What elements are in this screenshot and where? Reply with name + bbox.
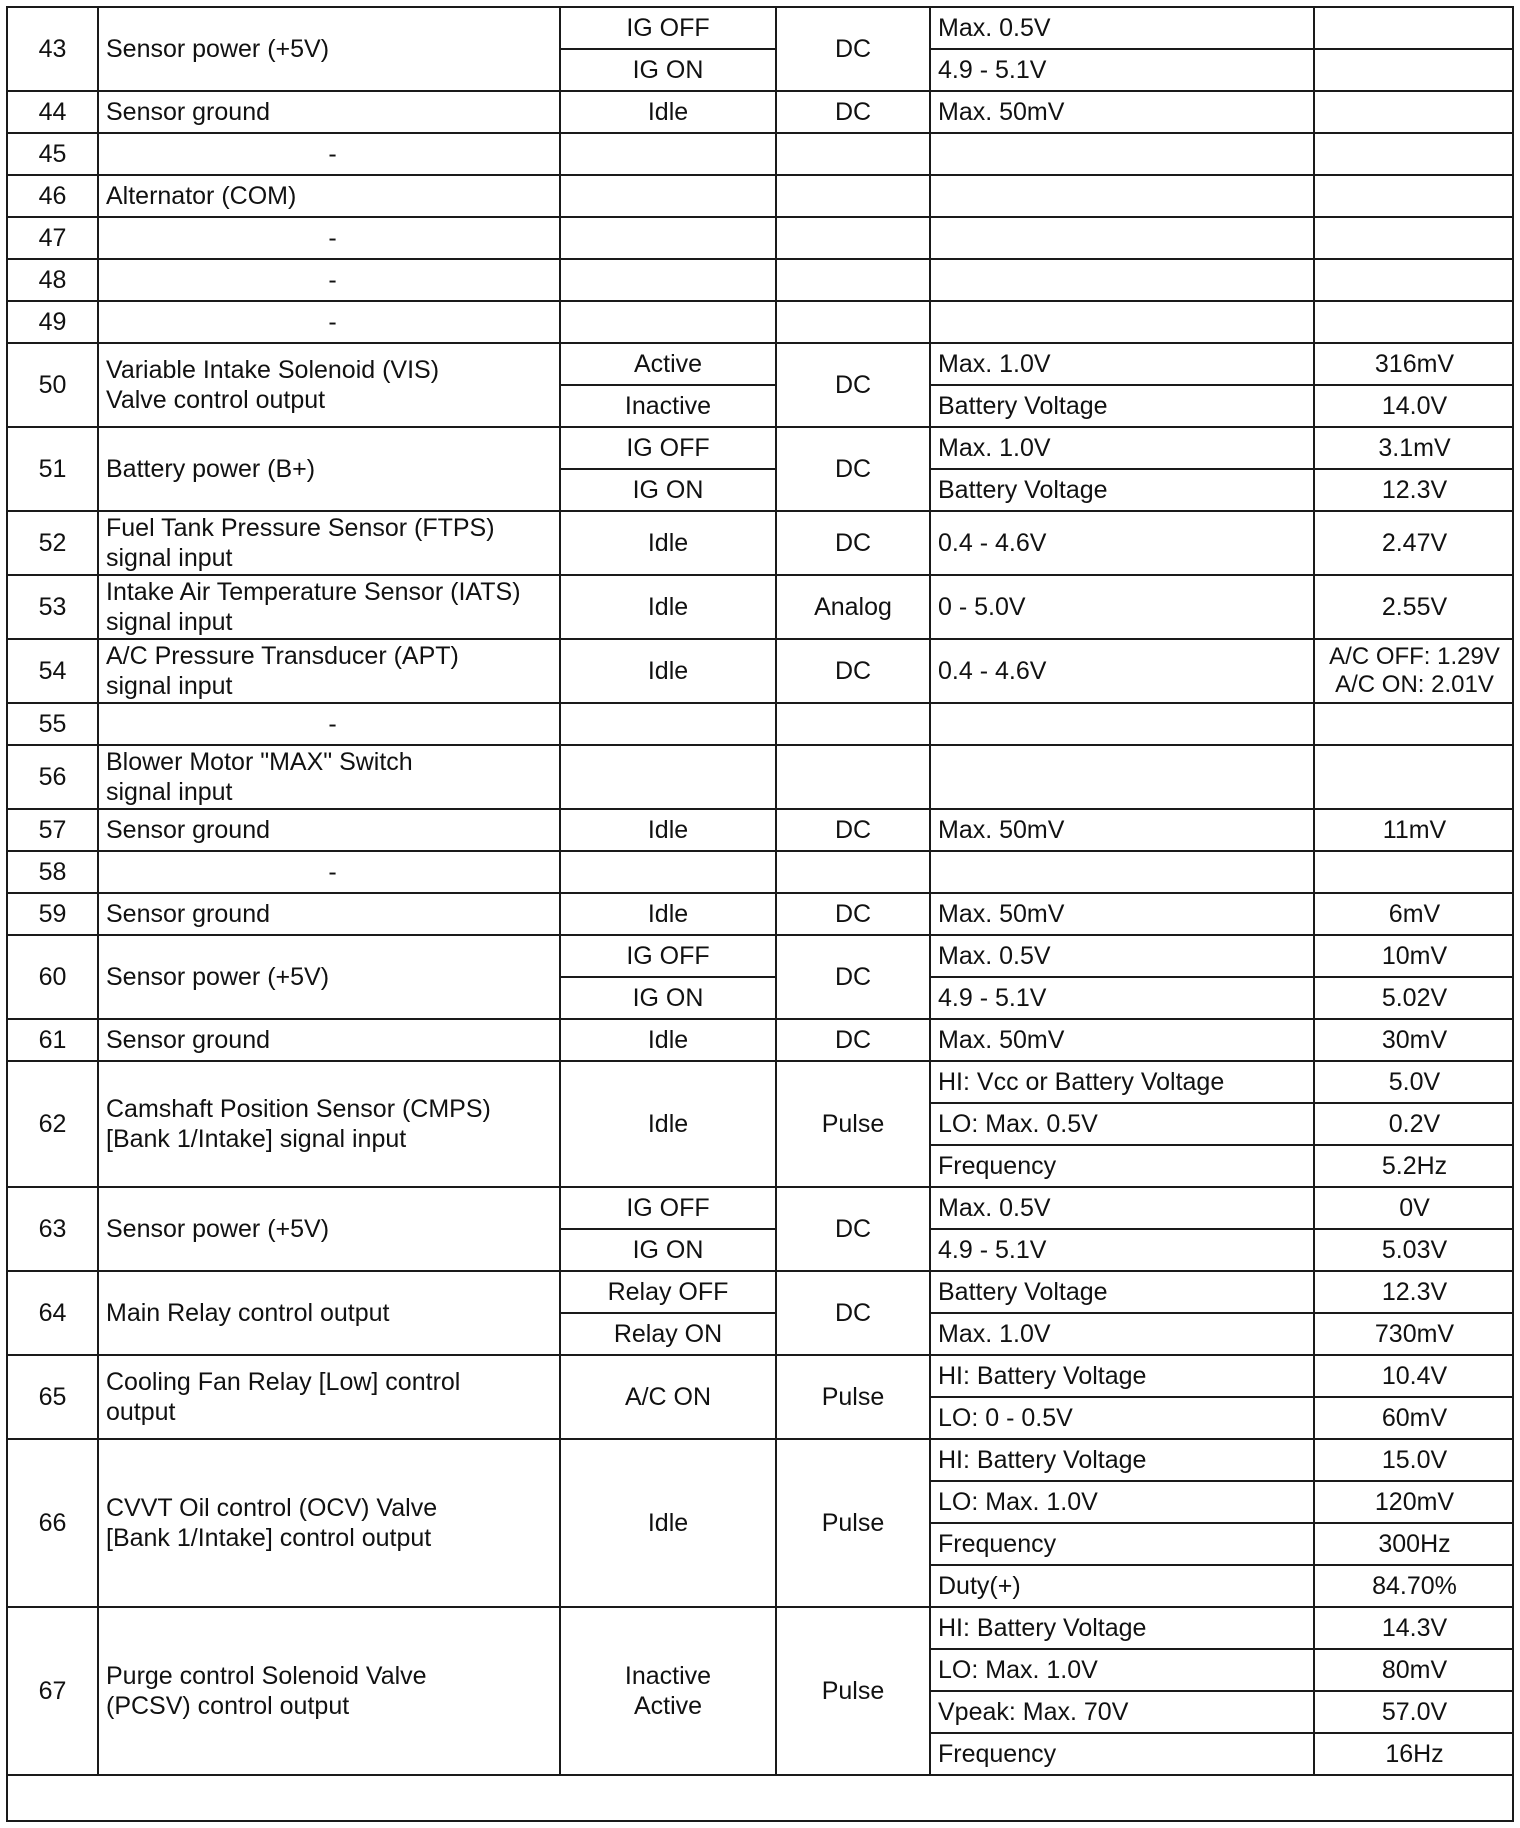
pin-measured-value xyxy=(1314,175,1514,217)
pin-number: 48 xyxy=(7,259,98,301)
pin-measured-value: 5.2Hz xyxy=(1314,1145,1514,1187)
pin-specification: Max. 0.5V xyxy=(930,935,1314,977)
pin-number: 63 xyxy=(7,1187,98,1271)
table-row xyxy=(7,133,1514,175)
pin-signal-type: Pulse xyxy=(776,1607,930,1775)
pin-condition: IG ON xyxy=(560,977,776,1019)
table-row xyxy=(7,259,1514,301)
pin-specification xyxy=(930,301,1314,343)
pin-description: Sensor ground xyxy=(98,809,560,851)
pin-number: 58 xyxy=(7,851,98,893)
table-row xyxy=(7,175,1514,217)
pin-condition: IG OFF xyxy=(560,427,776,469)
pin-signal-type xyxy=(776,703,930,745)
pin-specification: LO: Max. 0.5V xyxy=(930,1103,1314,1145)
pin-condition xyxy=(560,217,776,259)
pin-number: 45 xyxy=(7,133,98,175)
pin-description: Sensor ground xyxy=(98,1019,560,1061)
pin-number: 44 xyxy=(7,91,98,133)
pin-description: - xyxy=(98,217,560,259)
pin-description: Cooling Fan Relay [Low] control output xyxy=(98,1355,560,1439)
pin-signal-type: Pulse xyxy=(776,1355,930,1439)
pin-number: 52 xyxy=(7,511,98,575)
pin-number: 60 xyxy=(7,935,98,1019)
pin-measured-value: 57.0V xyxy=(1314,1691,1514,1733)
pin-description: Battery power (B+) xyxy=(98,427,560,511)
pin-number: 61 xyxy=(7,1019,98,1061)
pin-signal-type xyxy=(776,217,930,259)
pin-number: 66 xyxy=(7,1439,98,1607)
pin-measured-value: 30mV xyxy=(1314,1019,1514,1061)
pin-signal-type: DC xyxy=(776,1187,930,1271)
pin-measured-value: 10.4V xyxy=(1314,1355,1514,1397)
pin-signal-type xyxy=(776,133,930,175)
table-row xyxy=(7,1061,1514,1103)
pin-specification: Max. 1.0V xyxy=(930,343,1314,385)
pin-number: 57 xyxy=(7,809,98,851)
pin-specification: Max. 50mV xyxy=(930,91,1314,133)
pin-specification: Max. 0.5V xyxy=(930,7,1314,49)
pin-condition: Inactive Active xyxy=(560,1607,776,1775)
pin-measured-value xyxy=(1314,49,1514,91)
pin-number: 67 xyxy=(7,1607,98,1775)
pin-measured-value xyxy=(1314,301,1514,343)
pin-measured-value: 300Hz xyxy=(1314,1523,1514,1565)
pin-signal-type xyxy=(776,301,930,343)
pin-measured-value xyxy=(1314,259,1514,301)
table-row xyxy=(7,511,1514,575)
pin-number: 62 xyxy=(7,1061,98,1187)
table-row xyxy=(7,639,1514,703)
pin-measured-value: 14.3V xyxy=(1314,1607,1514,1649)
pin-number: 47 xyxy=(7,217,98,259)
pin-condition xyxy=(560,745,776,809)
pin-specification: HI: Battery Voltage xyxy=(930,1439,1314,1481)
pin-description: - xyxy=(98,259,560,301)
pin-condition: Idle xyxy=(560,639,776,703)
pin-measured-value: 12.3V xyxy=(1314,469,1514,511)
pin-specification: 4.9 - 5.1V xyxy=(930,977,1314,1019)
pin-measured-value: 730mV xyxy=(1314,1313,1514,1355)
pin-measured-value: 11mV xyxy=(1314,809,1514,851)
table-row xyxy=(7,343,1514,385)
table-row xyxy=(7,1187,1514,1229)
pin-measured-value: 3.1mV xyxy=(1314,427,1514,469)
pin-signal-type: DC xyxy=(776,809,930,851)
pin-condition: Active xyxy=(560,343,776,385)
pin-specification: 0.4 - 4.6V xyxy=(930,511,1314,575)
pin-signal-type: DC xyxy=(776,935,930,1019)
table-row xyxy=(7,91,1514,133)
pin-number: 64 xyxy=(7,1271,98,1355)
pin-specification: HI: Battery Voltage xyxy=(930,1355,1314,1397)
pin-specification: Vpeak: Max. 70V xyxy=(930,1691,1314,1733)
pin-condition: A/C ON xyxy=(560,1355,776,1439)
pin-number: 59 xyxy=(7,893,98,935)
pin-measured-value: 14.0V xyxy=(1314,385,1514,427)
pin-condition: Idle xyxy=(560,91,776,133)
pin-measured-value xyxy=(1314,745,1514,809)
pin-condition xyxy=(560,259,776,301)
pin-signal-type: DC xyxy=(776,893,930,935)
pin-specification xyxy=(930,217,1314,259)
table-row xyxy=(7,851,1514,893)
pin-specification xyxy=(930,259,1314,301)
pin-condition: Idle xyxy=(560,1061,776,1187)
pin-measured-value: 10mV xyxy=(1314,935,1514,977)
pin-specification: LO: 0 - 0.5V xyxy=(930,1397,1314,1439)
table-row xyxy=(7,745,1514,809)
pin-condition: Idle xyxy=(560,511,776,575)
pin-description: Intake Air Temperature Sensor (IATS) signal input xyxy=(98,575,560,639)
pin-measured-value xyxy=(1314,133,1514,175)
pin-specification: Max. 50mV xyxy=(930,1019,1314,1061)
pin-condition: Idle xyxy=(560,893,776,935)
pin-signal-type: DC xyxy=(776,91,930,133)
pin-specification: Frequency xyxy=(930,1145,1314,1187)
pin-description: Sensor power (+5V) xyxy=(98,7,560,91)
pin-condition: Relay ON xyxy=(560,1313,776,1355)
pin-condition xyxy=(560,703,776,745)
pin-description: Camshaft Position Sensor (CMPS) [Bank 1/Intake] signal input xyxy=(98,1061,560,1187)
pin-specification: LO: Max. 1.0V xyxy=(930,1481,1314,1523)
pin-measured-value: 12.3V xyxy=(1314,1271,1514,1313)
pin-specification: Max. 1.0V xyxy=(930,427,1314,469)
pin-specification: Max. 50mV xyxy=(930,809,1314,851)
pin-measured-value: 0.2V xyxy=(1314,1103,1514,1145)
pin-description: Sensor power (+5V) xyxy=(98,935,560,1019)
pin-measured-value: 6mV xyxy=(1314,893,1514,935)
pin-description: Blower Motor "MAX" Switch signal input xyxy=(98,745,560,809)
pin-description: Sensor ground xyxy=(98,91,560,133)
pin-description: - xyxy=(98,851,560,893)
pin-number: 53 xyxy=(7,575,98,639)
table-row xyxy=(7,427,1514,469)
pin-description: A/C Pressure Transducer (APT) signal input xyxy=(98,639,560,703)
pin-number: 54 xyxy=(7,639,98,703)
pin-specification: Battery Voltage xyxy=(930,469,1314,511)
pin-specification: HI: Battery Voltage xyxy=(930,1607,1314,1649)
pin-description: Alternator (COM) xyxy=(98,175,560,217)
pin-condition xyxy=(560,133,776,175)
pin-measured-value: 316mV xyxy=(1314,343,1514,385)
pin-specification xyxy=(930,851,1314,893)
pin-number: 46 xyxy=(7,175,98,217)
pin-description: Fuel Tank Pressure Sensor (FTPS) signal input xyxy=(98,511,560,575)
pin-signal-type: DC xyxy=(776,1271,930,1355)
pin-measured-value: 5.03V xyxy=(1314,1229,1514,1271)
pin-number: 43 xyxy=(7,7,98,91)
table-row xyxy=(7,575,1514,639)
pin-signal-type xyxy=(776,259,930,301)
pin-specification xyxy=(930,175,1314,217)
pin-measured-value xyxy=(1314,91,1514,133)
pin-signal-type: DC xyxy=(776,511,930,575)
pin-signal-type xyxy=(776,745,930,809)
pin-number: 49 xyxy=(7,301,98,343)
pin-measured-value: A/C OFF: 1.29V A/C ON: 2.01V xyxy=(1314,639,1514,703)
pin-specification: 0.4 - 4.6V xyxy=(930,639,1314,703)
pin-specification: Battery Voltage xyxy=(930,1271,1314,1313)
pin-description: - xyxy=(98,133,560,175)
pin-signal-type: DC xyxy=(776,7,930,91)
pin-table-body xyxy=(7,7,1514,1775)
pin-condition: Relay OFF xyxy=(560,1271,776,1313)
pin-specification: Max. 1.0V xyxy=(930,1313,1314,1355)
pin-specification: HI: Vcc or Battery Voltage xyxy=(930,1061,1314,1103)
pin-measured-value: 2.47V xyxy=(1314,511,1514,575)
pin-measured-value: 0V xyxy=(1314,1187,1514,1229)
pin-signal-type: DC xyxy=(776,427,930,511)
pin-condition: IG ON xyxy=(560,49,776,91)
pin-signal-type: DC xyxy=(776,639,930,703)
pin-measured-value: 84.70% xyxy=(1314,1565,1514,1607)
pin-specification: Max. 0.5V xyxy=(930,1187,1314,1229)
table-row xyxy=(7,935,1514,977)
pin-description: Main Relay control output xyxy=(98,1271,560,1355)
pin-measured-value xyxy=(1314,703,1514,745)
table-row xyxy=(7,1355,1514,1397)
pin-measured-value: 120mV xyxy=(1314,1481,1514,1523)
pin-measured-value xyxy=(1314,851,1514,893)
pin-specification: Frequency xyxy=(930,1523,1314,1565)
pin-number: 50 xyxy=(7,343,98,427)
pin-measured-value: 5.0V xyxy=(1314,1061,1514,1103)
pin-description: Purge control Solenoid Valve (PCSV) control output xyxy=(98,1607,560,1775)
pin-description: Variable Intake Solenoid (VIS) Valve control output xyxy=(98,343,560,427)
pin-table-container xyxy=(6,6,1514,1822)
table-row xyxy=(7,809,1514,851)
pin-description: - xyxy=(98,703,560,745)
pin-condition xyxy=(560,851,776,893)
pin-number: 55 xyxy=(7,703,98,745)
pin-specification xyxy=(930,133,1314,175)
pin-condition: Idle xyxy=(560,1439,776,1607)
pin-description: CVVT Oil control (OCV) Valve [Bank 1/Intake] control output xyxy=(98,1439,560,1607)
pin-specification: Max. 50mV xyxy=(930,893,1314,935)
pin-description: Sensor power (+5V) xyxy=(98,1187,560,1271)
pin-number: 56 xyxy=(7,745,98,809)
pin-signal-type xyxy=(776,175,930,217)
pin-specification xyxy=(930,745,1314,809)
table-row xyxy=(7,301,1514,343)
pin-specification xyxy=(930,703,1314,745)
pin-condition: IG OFF xyxy=(560,1187,776,1229)
pin-specification: Frequency xyxy=(930,1733,1314,1775)
pin-specification: 4.9 - 5.1V xyxy=(930,49,1314,91)
pin-specification: Duty(+) xyxy=(930,1565,1314,1607)
pin-condition: Idle xyxy=(560,809,776,851)
pin-condition xyxy=(560,301,776,343)
pin-description: Sensor ground xyxy=(98,893,560,935)
pin-signal-type: DC xyxy=(776,343,930,427)
pin-condition: IG OFF xyxy=(560,935,776,977)
pin-signal-type: Pulse xyxy=(776,1439,930,1607)
pin-signal-type: Analog xyxy=(776,575,930,639)
pin-measured-value: 15.0V xyxy=(1314,1439,1514,1481)
pin-condition: Inactive xyxy=(560,385,776,427)
table-row xyxy=(7,893,1514,935)
pin-signal-type: Pulse xyxy=(776,1061,930,1187)
pin-specification: LO: Max. 1.0V xyxy=(930,1649,1314,1691)
pin-condition: Idle xyxy=(560,1019,776,1061)
pin-measured-value: 80mV xyxy=(1314,1649,1514,1691)
pin-signal-type xyxy=(776,851,930,893)
pin-specification: 4.9 - 5.1V xyxy=(930,1229,1314,1271)
pin-table xyxy=(6,6,1514,1776)
pin-condition: IG OFF xyxy=(560,7,776,49)
pin-condition xyxy=(560,175,776,217)
pin-measured-value xyxy=(1314,217,1514,259)
table-row xyxy=(7,1439,1514,1481)
pin-condition: IG ON xyxy=(560,1229,776,1271)
table-row xyxy=(7,1019,1514,1061)
pin-specification: 0 - 5.0V xyxy=(930,575,1314,639)
pin-specification: Battery Voltage xyxy=(930,385,1314,427)
pin-condition: Idle xyxy=(560,575,776,639)
table-row xyxy=(7,703,1514,745)
pin-number: 65 xyxy=(7,1355,98,1439)
pin-measured-value: 16Hz xyxy=(1314,1733,1514,1775)
table-row xyxy=(7,7,1514,49)
pin-measured-value: 5.02V xyxy=(1314,977,1514,1019)
pin-number: 51 xyxy=(7,427,98,511)
pin-measured-value: 2.55V xyxy=(1314,575,1514,639)
table-row xyxy=(7,217,1514,259)
pin-signal-type: DC xyxy=(776,1019,930,1061)
table-row xyxy=(7,1607,1514,1649)
pin-measured-value xyxy=(1314,7,1514,49)
table-row xyxy=(7,1271,1514,1313)
pin-description: - xyxy=(98,301,560,343)
pin-measured-value: 60mV xyxy=(1314,1397,1514,1439)
pin-condition: IG ON xyxy=(560,469,776,511)
